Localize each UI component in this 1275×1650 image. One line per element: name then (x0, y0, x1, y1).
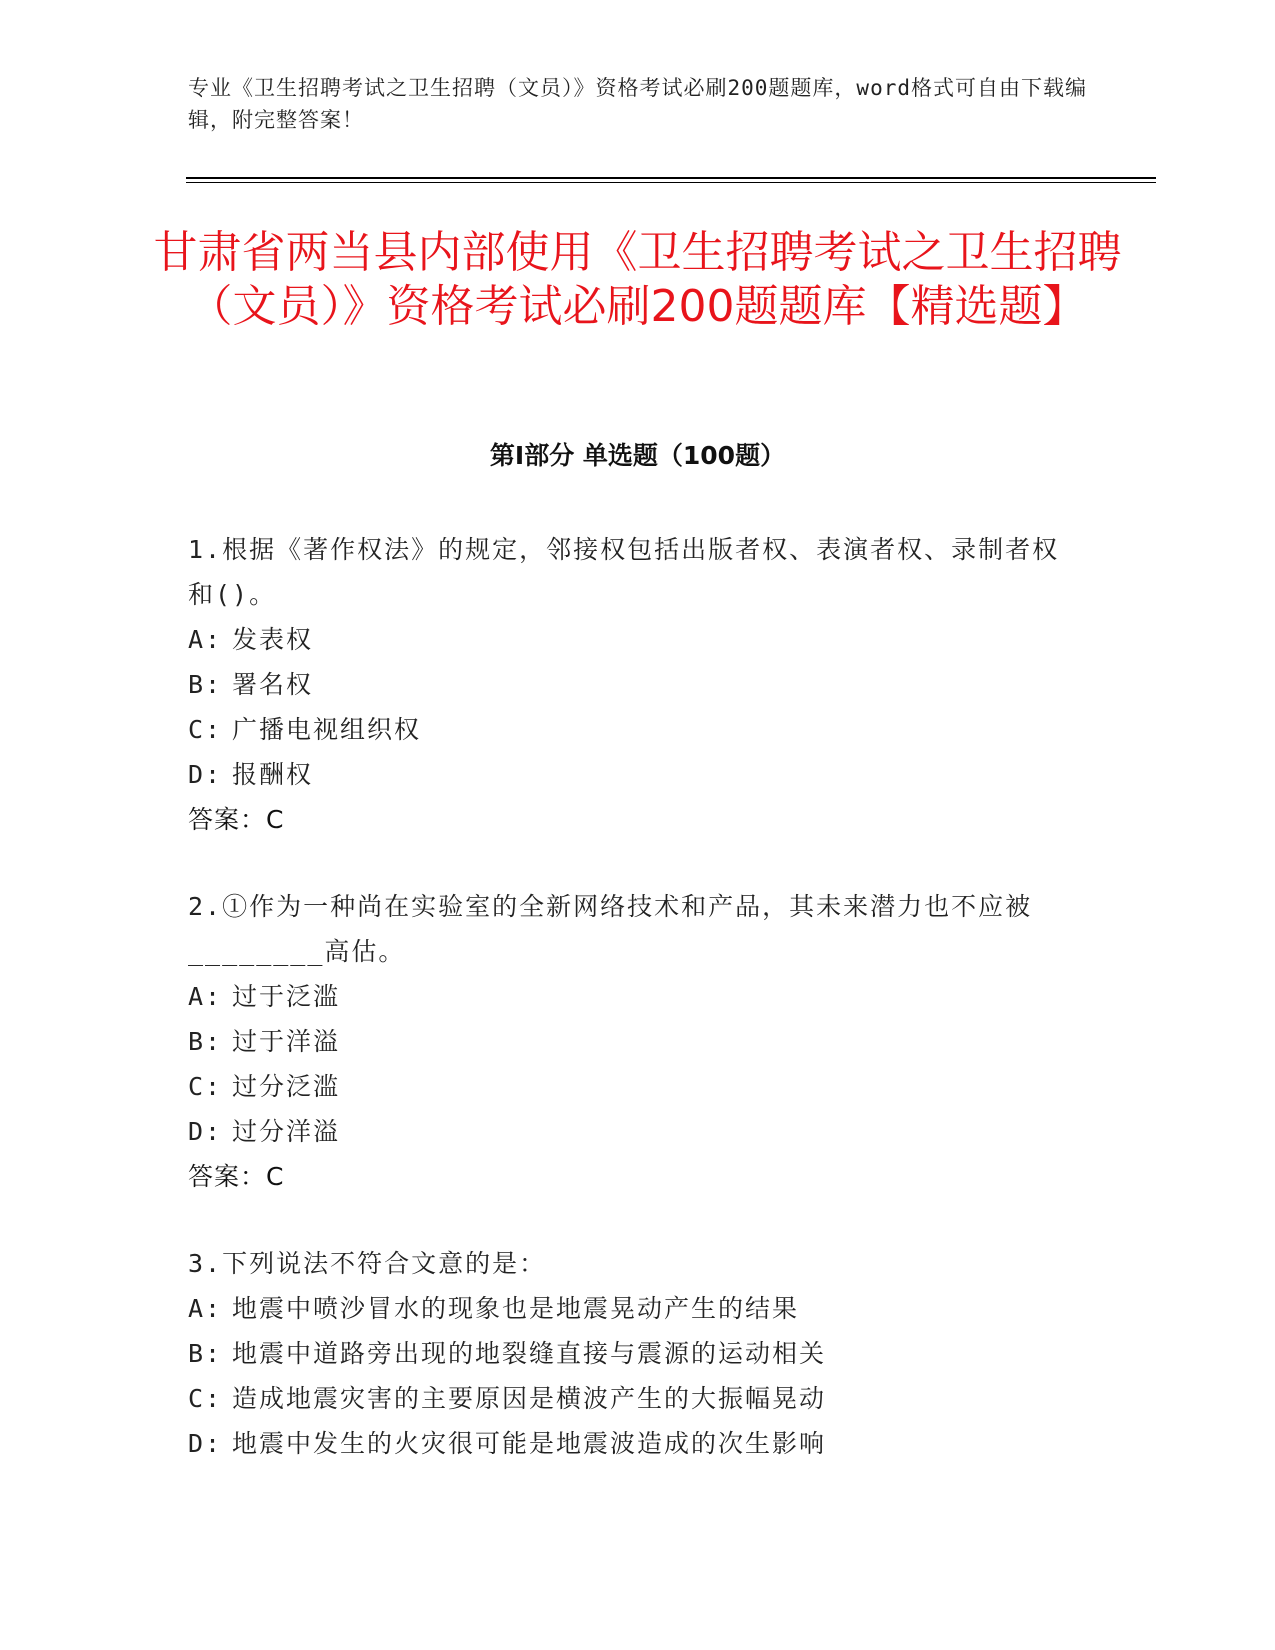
option-text: 过分洋溢 (232, 1117, 341, 1146)
option-a (188, 1286, 1068, 1331)
option-list (188, 1286, 1068, 1466)
answer-label: 答案：C (188, 805, 285, 834)
question-list (188, 527, 1068, 1508)
option-text: 地震中发生的火灾很可能是地震波造成的次生影响 (232, 1429, 827, 1458)
option-text: 发表权 (232, 625, 314, 654)
question-2 (188, 884, 1068, 1199)
option-text: 造成地震灾害的主要原因是横波产生的大振幅晃动 (232, 1384, 827, 1413)
header-rule-thin (186, 182, 1156, 183)
option-c (188, 1064, 1068, 1109)
option-c (188, 1376, 1068, 1421)
answer-label: 答案：C (188, 1162, 285, 1191)
option-key: A: (188, 1294, 223, 1323)
option-d (188, 1109, 1068, 1154)
option-list (188, 617, 1068, 797)
option-a (188, 617, 1068, 662)
option-b (188, 662, 1068, 707)
option-text: 过于洋溢 (232, 1027, 341, 1056)
option-key: B: (188, 1027, 223, 1056)
option-key: B: (188, 1339, 223, 1368)
question-text: 3.下列说法不符合文意的是： (188, 1249, 547, 1278)
header-note: 专业《卫生招聘考试之卫生招聘（文员）》资格考试必刷200题题库，word格式可自由下载编辑，附完整答案！ (188, 76, 1087, 132)
option-text: 报酬权 (232, 760, 314, 789)
option-key: C: (188, 1072, 223, 1101)
option-d (188, 752, 1068, 797)
option-d (188, 1421, 1068, 1466)
question-3 (188, 1241, 1068, 1466)
question-text: 1.根据《著作权法》的规定，邻接权包括出版者权、表演者权、录制者权和()。 (188, 535, 1060, 609)
header-rule-thick (186, 177, 1156, 179)
option-key: C: (188, 715, 223, 744)
option-key: D: (188, 1429, 223, 1458)
document-title: 甘肃省两当县内部使用《卫生招聘考试之卫生招聘（文员）》资格考试必刷200题题库【精选题】 (153, 227, 1122, 332)
question-1 (188, 527, 1068, 842)
option-key: C: (188, 1384, 223, 1413)
option-text: 地震中喷沙冒水的现象也是地震晃动产生的结果 (232, 1294, 800, 1323)
option-key: A: (188, 625, 223, 654)
option-c (188, 707, 1068, 752)
option-text: 过分泛滥 (232, 1072, 341, 1101)
option-b (188, 1331, 1068, 1376)
option-text: 署名权 (232, 670, 314, 699)
option-key: B: (188, 670, 223, 699)
option-text: 广播电视组织权 (232, 715, 422, 744)
option-key: A: (188, 982, 223, 1011)
option-key: D: (188, 1117, 223, 1146)
option-text: 过于泛滥 (232, 982, 341, 1011)
option-b (188, 1019, 1068, 1064)
option-a (188, 974, 1068, 1019)
option-text: 地震中道路旁出现的地裂缝直接与震源的运动相关 (232, 1339, 827, 1368)
option-key: D: (188, 760, 223, 789)
section-heading: 第Ⅰ部分 单选题（100题） (489, 441, 786, 470)
option-list (188, 974, 1068, 1154)
question-text: 2.①作为一种尚在实验室的全新网络技术和产品，其未来潜力也不应被________高估。 (188, 892, 1033, 966)
